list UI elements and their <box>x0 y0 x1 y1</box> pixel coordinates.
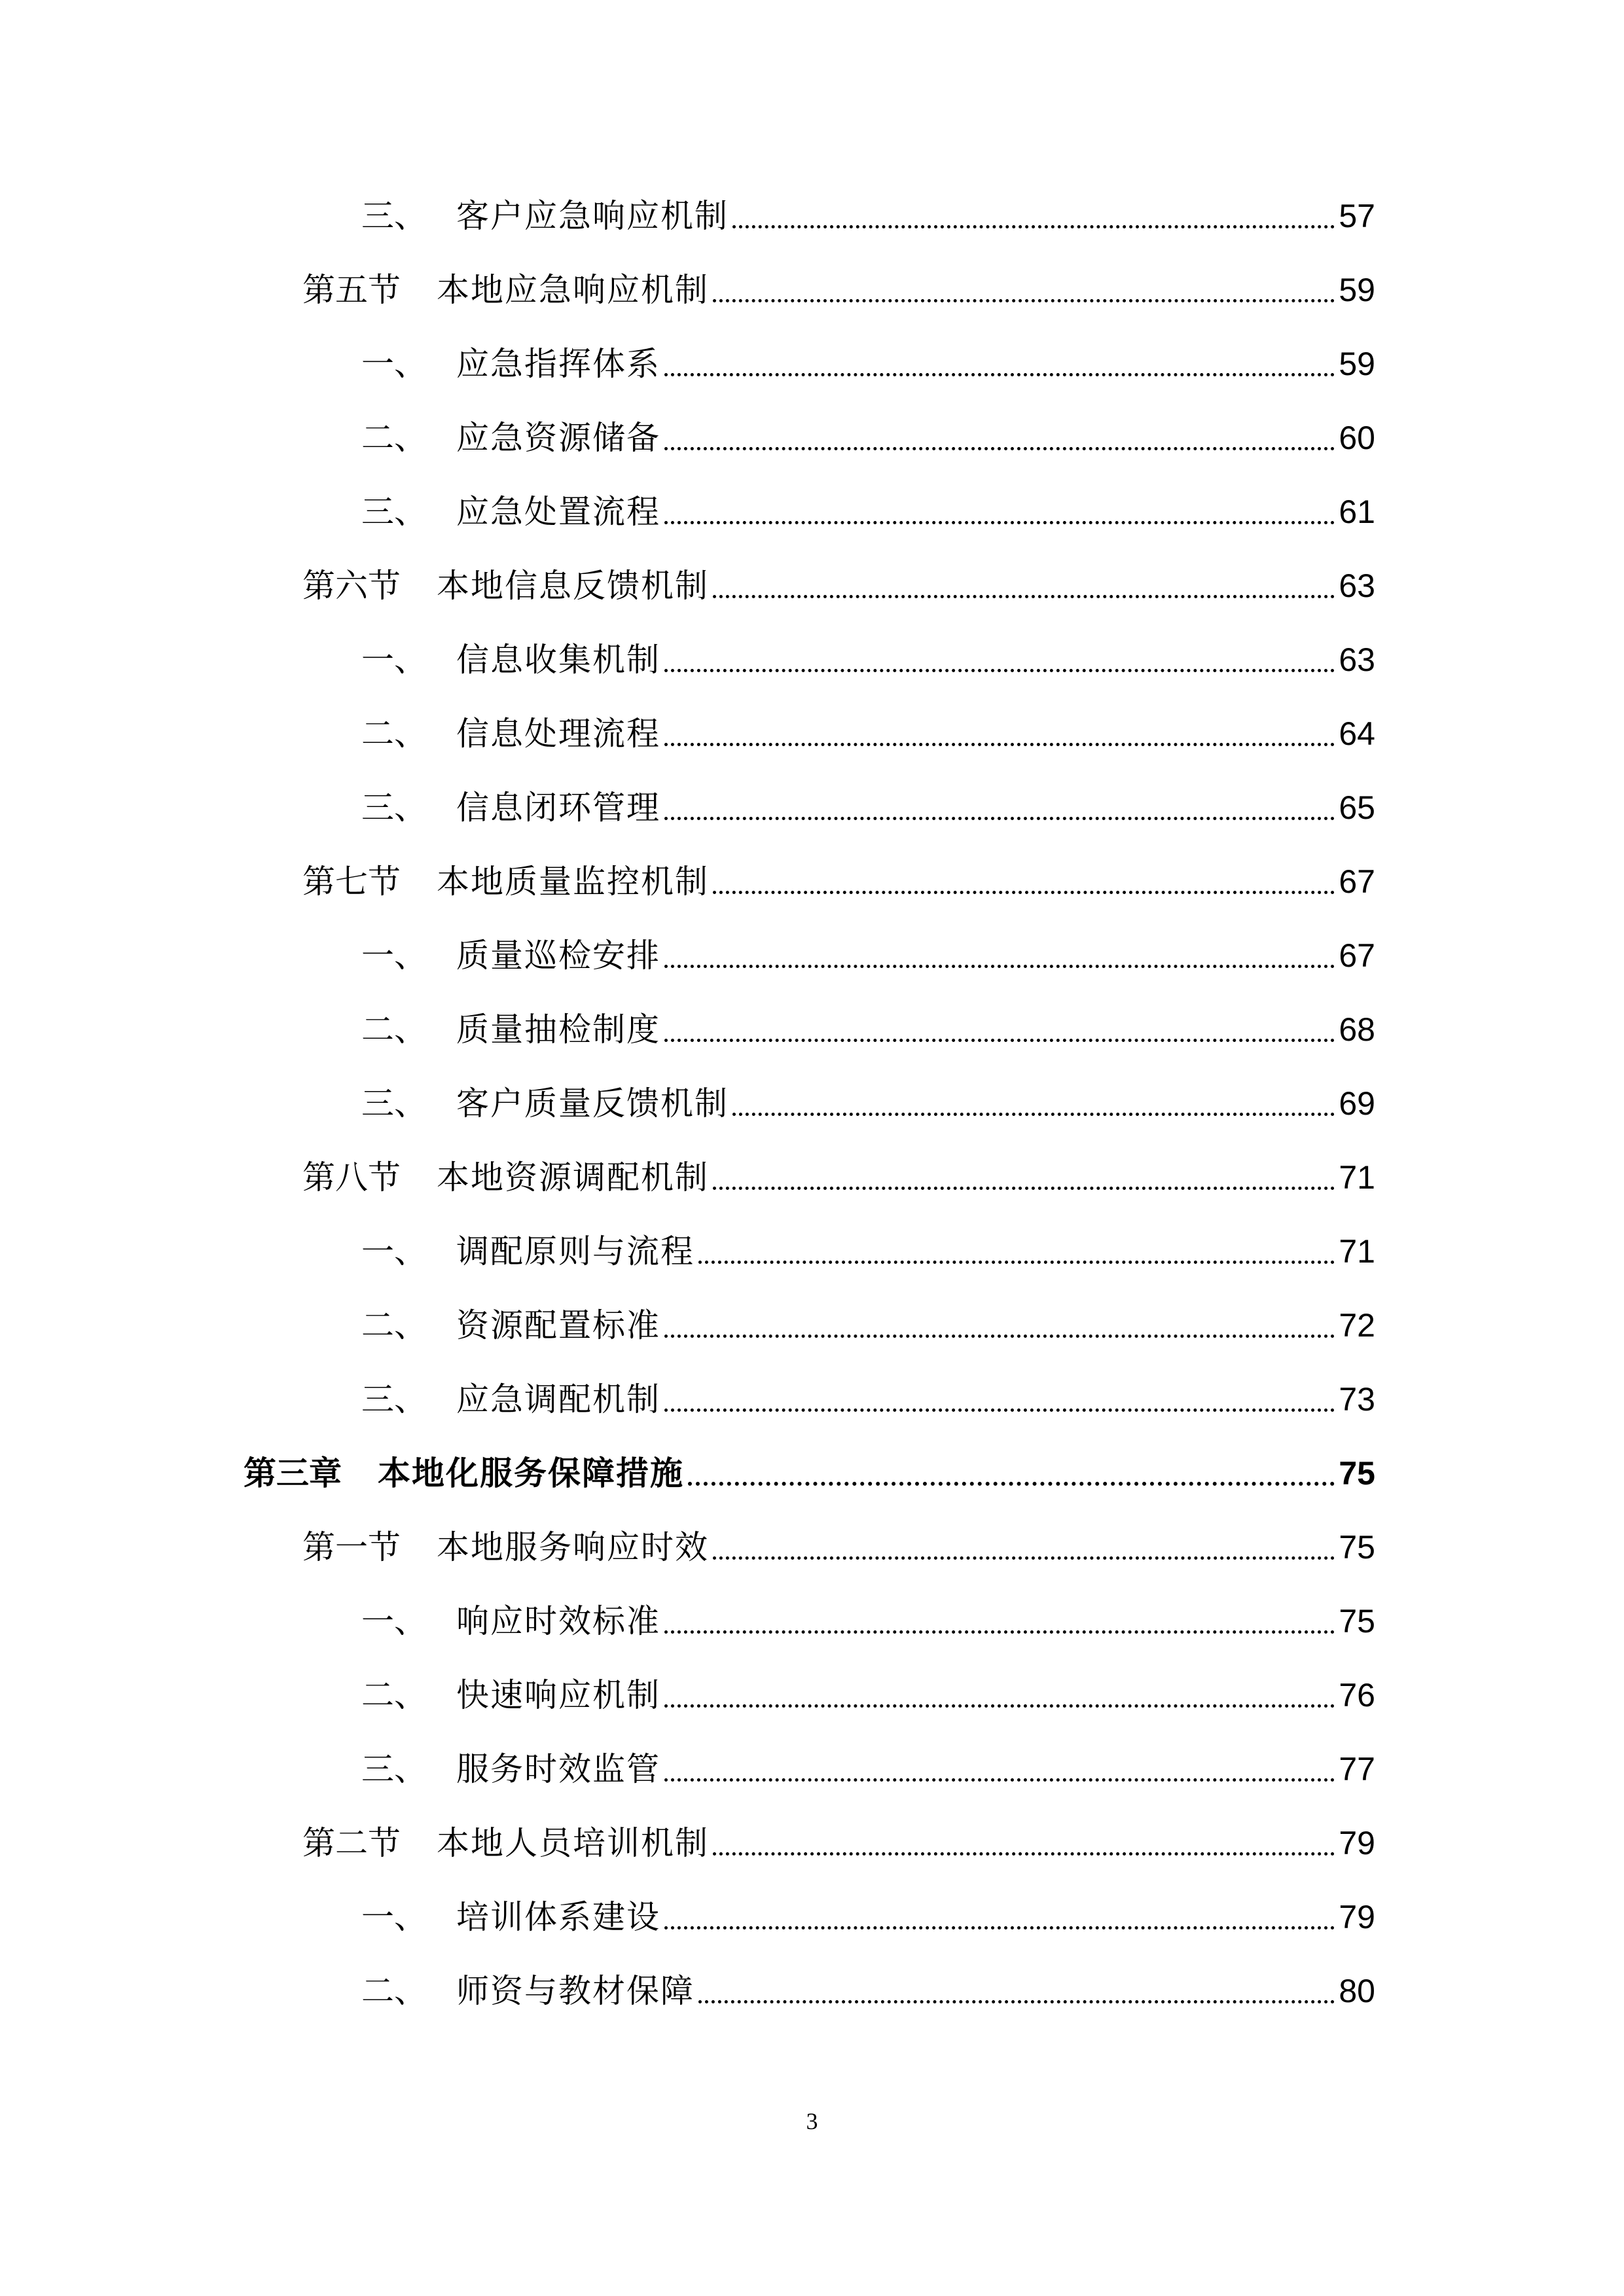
toc-entry-title: 应急调配机制 <box>456 1380 660 1418</box>
toc-entry-page: 75 <box>1339 1529 1375 1566</box>
toc-entry[interactable] <box>361 1713 1375 1788</box>
toc-entry-page: 72 <box>1339 1307 1375 1344</box>
toc-entry-number: 三、 <box>361 1085 427 1122</box>
toc-entry-page: 57 <box>1339 198 1375 234</box>
toc-dot-leader <box>664 373 1335 376</box>
toc-entry[interactable] <box>361 752 1375 827</box>
toc-dot-leader <box>664 1039 1335 1042</box>
toc-entry-page: 75 <box>1339 1455 1375 1492</box>
toc-entry-title: 师资与教材保障 <box>456 1972 695 2010</box>
toc-entry-page: 76 <box>1339 1677 1375 1713</box>
toc-entry-page: 73 <box>1339 1381 1375 1418</box>
toc-entry-title: 本地人员培训机制 <box>437 1824 709 1862</box>
toc-entry-title: 本地应急响应机制 <box>437 271 709 309</box>
toc-entry-page: 65 <box>1339 789 1375 826</box>
toc-entry-title: 本地资源调配机制 <box>437 1158 709 1196</box>
toc-entry-number: 三、 <box>361 197 427 235</box>
toc-entry-page: 75 <box>1339 1603 1375 1640</box>
toc-entry-number: 二、 <box>361 1011 427 1049</box>
page-number: 3 <box>806 2108 818 2134</box>
toc-entry[interactable] <box>361 456 1375 531</box>
toc-entry-number: 二、 <box>361 1972 427 2010</box>
toc-entry-number: 三、 <box>361 493 427 531</box>
toc-entry-number: 三、 <box>361 789 427 827</box>
toc-entry-page: 67 <box>1339 863 1375 900</box>
toc-dot-leader <box>664 743 1335 746</box>
toc-entry-title: 应急指挥体系 <box>456 345 660 383</box>
toc-entry-number: 三、 <box>361 1750 427 1788</box>
toc-entry-page: 61 <box>1339 493 1375 530</box>
toc-entry-title: 培训体系建设 <box>456 1898 660 1936</box>
toc-entry-page: 80 <box>1339 1973 1375 2009</box>
toc-entry-number: 二、 <box>361 419 427 457</box>
toc-entry[interactable] <box>361 678 1375 753</box>
toc-entry-page: 71 <box>1339 1233 1375 1270</box>
toc-entry-page: 79 <box>1339 1825 1375 1861</box>
toc-entry[interactable] <box>361 160 1375 235</box>
toc-entry-title: 应急处置流程 <box>456 493 660 531</box>
toc-entry-title: 资源配置标准 <box>456 1306 660 1344</box>
toc-entry-number: 第八节 <box>302 1158 401 1196</box>
toc-entry-title: 快速响应机制 <box>456 1676 660 1714</box>
toc-entry-title: 信息收集机制 <box>456 641 660 679</box>
toc-entry[interactable] <box>361 1935 1375 2010</box>
toc-entry-number: 第六节 <box>302 567 401 605</box>
toc-entry[interactable] <box>302 1787 1375 1862</box>
toc-entry-number: 一、 <box>361 641 427 679</box>
toc-entry-number: 第一节 <box>302 1528 401 1566</box>
toc-entry-number: 第五节 <box>302 271 401 309</box>
toc-entry-title: 服务时效监管 <box>456 1750 660 1788</box>
toc-entry[interactable] <box>361 1270 1375 1342</box>
toc-entry-title: 信息处理流程 <box>456 715 660 753</box>
toc-entry[interactable] <box>361 1640 1375 1712</box>
toc-entry[interactable] <box>302 1492 1375 1564</box>
toc-entry-page: 79 <box>1339 1899 1375 1935</box>
toc-entry-page: 63 <box>1339 567 1375 604</box>
toc-entry[interactable] <box>302 1122 1375 1194</box>
toc-entry-page: 59 <box>1339 346 1375 382</box>
toc-dot-leader <box>664 1778 1335 1782</box>
toc-entry[interactable] <box>361 382 1375 457</box>
toc-entry-page: 63 <box>1339 641 1375 678</box>
toc-entry[interactable] <box>361 1566 1375 1638</box>
toc-entry[interactable] <box>361 308 1375 383</box>
toc-entry[interactable] <box>361 900 1375 975</box>
toc-dot-leader <box>713 299 1335 302</box>
toc-entry-title: 响应时效标准 <box>456 1602 660 1640</box>
toc-dot-leader <box>713 1556 1335 1560</box>
toc-entry-number: 二、 <box>361 1306 427 1344</box>
toc-entry[interactable] <box>244 1418 1375 1490</box>
toc-entry[interactable] <box>361 604 1375 679</box>
toc-dot-leader <box>664 1335 1335 1338</box>
toc-entry-title: 本地质量监控机制 <box>437 863 709 901</box>
toc-entry[interactable] <box>361 1048 1375 1120</box>
toc-entry-page: 77 <box>1339 1751 1375 1787</box>
toc-entry-title: 客户应急响应机制 <box>456 197 729 235</box>
toc-entry-number: 一、 <box>361 1232 427 1270</box>
toc-entry-title: 本地化服务保障措施 <box>378 1454 684 1492</box>
toc-dot-leader <box>664 1630 1335 1634</box>
toc-entry-title: 应急资源储备 <box>456 419 660 457</box>
toc-entry-page: 64 <box>1339 715 1375 752</box>
toc-dot-leader <box>664 1704 1335 1708</box>
toc-entry-title: 本地服务响应时效 <box>437 1528 709 1566</box>
toc-dot-leader <box>698 2000 1335 2003</box>
toc-dot-leader <box>664 521 1335 524</box>
toc-entry-number: 三、 <box>361 1380 427 1418</box>
toc-dot-leader <box>664 965 1335 968</box>
toc-entry-number: 一、 <box>361 345 427 383</box>
toc-entry-page: 60 <box>1339 420 1375 456</box>
toc-entry-number: 第二节 <box>302 1824 401 1862</box>
toc-entry-page: 68 <box>1339 1011 1375 1048</box>
toc-entry-page: 59 <box>1339 272 1375 308</box>
toc-dot-leader <box>688 1482 1335 1486</box>
toc-dot-leader <box>664 669 1335 672</box>
toc-entry-title: 质量抽检制度 <box>456 1011 660 1049</box>
toc-dot-leader <box>713 595 1335 598</box>
toc-entry-page: 67 <box>1339 937 1375 974</box>
toc-entry[interactable] <box>302 826 1375 901</box>
toc-entry-page: 69 <box>1339 1085 1375 1122</box>
toc-dot-leader <box>732 1113 1335 1116</box>
toc-dot-leader <box>664 447 1335 450</box>
toc-entry[interactable] <box>302 530 1375 605</box>
toc-entry-number: 第七节 <box>302 863 401 901</box>
toc-entry[interactable] <box>302 234 1375 309</box>
toc-entry-title: 质量巡检安排 <box>456 937 660 975</box>
toc-dot-leader <box>664 1926 1335 1929</box>
toc-entry[interactable] <box>361 1861 1375 1936</box>
toc-dot-leader <box>664 1408 1335 1412</box>
toc-entry-page: 71 <box>1339 1159 1375 1196</box>
toc-entry-title: 调配原则与流程 <box>456 1232 695 1270</box>
toc-dot-leader <box>713 891 1335 894</box>
toc-dot-leader <box>713 1852 1335 1856</box>
toc-entry-number: 第三章 <box>244 1454 342 1492</box>
toc-entry-number: 一、 <box>361 1602 427 1640</box>
toc-entry-title: 信息闭环管理 <box>456 789 660 827</box>
toc-dot-leader <box>732 225 1335 228</box>
toc-dot-leader <box>713 1187 1335 1190</box>
toc-entry-number: 一、 <box>361 937 427 975</box>
toc-entry[interactable] <box>361 1344 1375 1416</box>
toc-entry-number: 一、 <box>361 1898 427 1936</box>
toc-entry-number: 二、 <box>361 1676 427 1714</box>
toc-dot-leader <box>698 1261 1335 1264</box>
toc-entry-title: 客户质量反馈机制 <box>456 1085 729 1122</box>
toc-entry[interactable] <box>361 1196 1375 1268</box>
toc-entry-title: 本地信息反馈机制 <box>437 567 709 605</box>
toc-entry[interactable] <box>361 974 1375 1049</box>
toc-entry-number: 二、 <box>361 715 427 753</box>
toc-dot-leader <box>664 817 1335 820</box>
